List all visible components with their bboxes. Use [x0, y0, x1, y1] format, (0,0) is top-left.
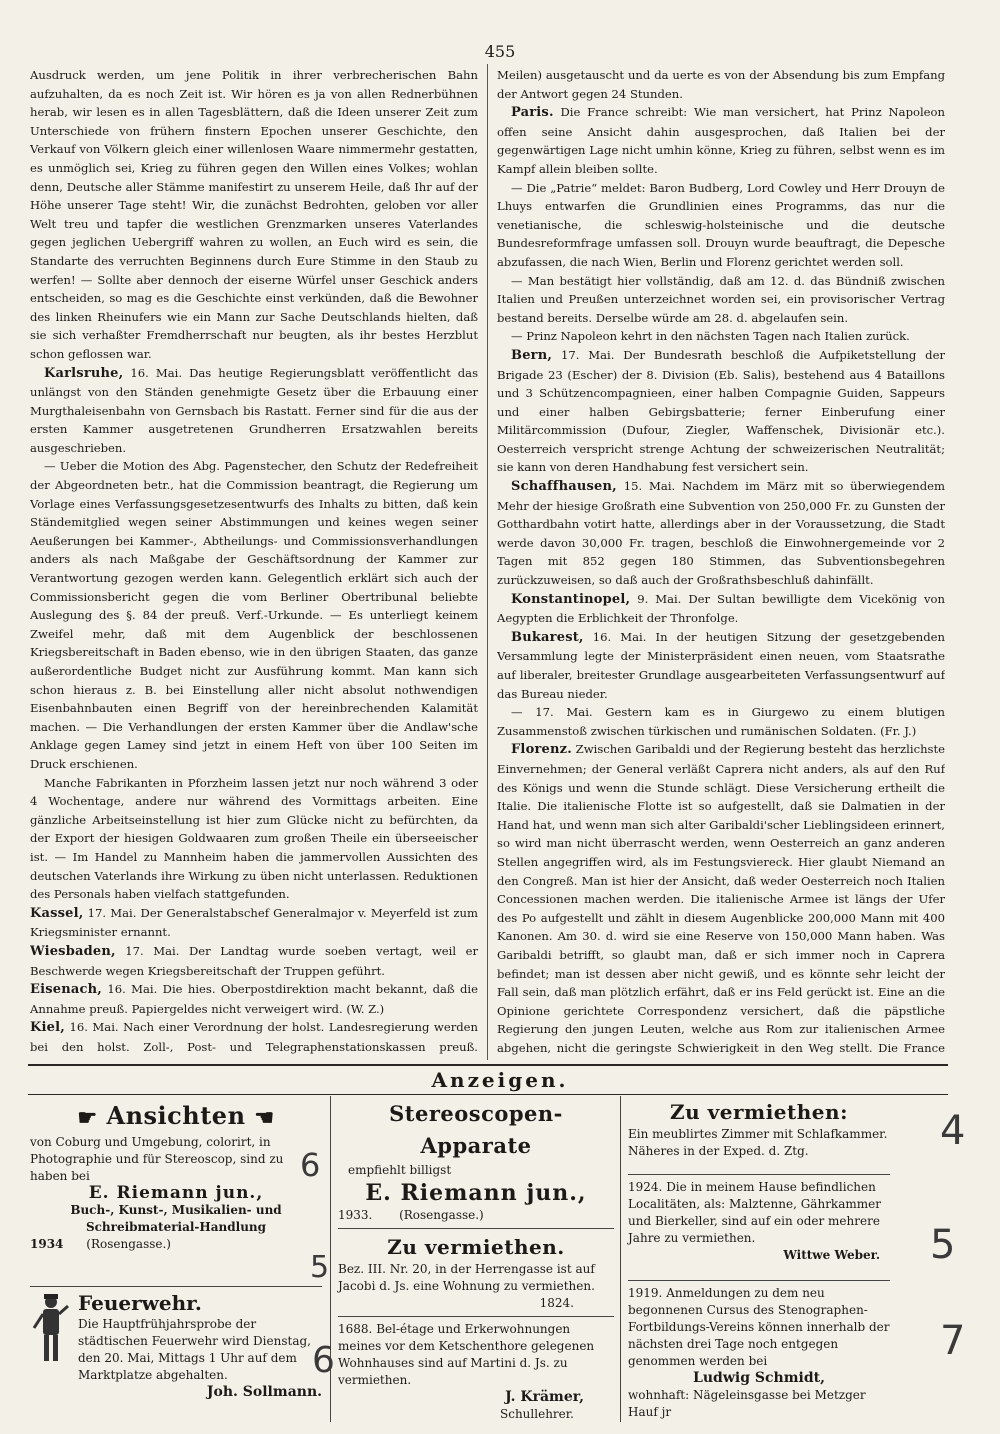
news-text: Der Landtag wurde soeben vertagt, weil er Beschwerde wegen Kriegsbereitschaft der Truppen geführt. — [30, 943, 478, 978]
news-item — [30, 942, 478, 980]
ad-text: Anmeldungen zu dem neu begonnenen Cursus des Stenographen-Fortbildungs-Vereins können innerhalb der nächsten drei Tage noch entgegen genommen werden bei — [628, 1286, 890, 1368]
news-text: — Man bestätigt hier vollständig, daß am 12. d. das Bündniß zwischen Italien und Preußen unterzeichnet worden sei, ein provisorischer Vertrag bestand bereits. Derselbe würde am 28. d. abgelaufen sein. — [497, 273, 945, 325]
news-item — [30, 364, 478, 458]
handwritten-mark: 5 — [930, 1222, 956, 1268]
dateline: Kassel, — [30, 905, 84, 921]
ad-number: 1933. — [338, 1208, 373, 1222]
section-rule — [28, 1094, 948, 1095]
section-rule — [28, 1064, 948, 1066]
news-item — [497, 740, 945, 1058]
ad-signature: J. Krämer, — [505, 1389, 584, 1405]
ad-text: Die Hauptfrühjahrsprobe der städtischen Feuerwehr wird Dienstag, den 20. Mai, Mittags 1 Uhr auf dem Marktplatze abgehalten. — [78, 1317, 311, 1382]
news-item — [497, 477, 945, 590]
date: 16. Mai. — [592, 629, 647, 644]
ad-number: 1924. — [628, 1180, 663, 1194]
handwritten-mark: 4 — [940, 1108, 966, 1154]
date: 17. Mai. — [125, 943, 180, 958]
handwritten-mark: 6 — [300, 1146, 321, 1184]
date: 17. Mai. — [87, 905, 137, 920]
news-item — [497, 327, 945, 346]
ad-number: 1688. — [338, 1322, 373, 1336]
news-item — [497, 272, 945, 328]
news-text: Der Bundesrath beschloß die Aufpiketstellung der Brigade 23 (Escher) der 8. Division (Eb. Salis), bestehend aus 4 Bataillons und 3 Schützencompagnieen, einer halben Compagnie Guiden, Sappeurs und einer halben Gebirgsbatterie; ferner Einberufung einer Militärcommission (Dufour, Ziegler, Waffenschek, Divisionär etc.). Oesterreich verspricht strenge Achtung der schweizerischen Neutralität; sie kann von deren Handhabung fest versichert sein. — [497, 347, 945, 475]
left-column — [30, 66, 478, 1058]
ad-location: (Rosengasse.) — [86, 1236, 171, 1251]
news-item — [30, 1018, 478, 1058]
fireman-icon — [30, 1292, 72, 1366]
ad-role: Schullehrer. — [500, 1407, 574, 1421]
ad-text: Bez. III. Nr. 20, in der Herrengasse ist auf Jacobi d. Js. eine Wohnung zu vermiethen. — [338, 1262, 595, 1293]
news-text: — Die „Patrie“ meldet: Baron Budberg, Lord Cowley und Herr Drouyn de Lhuys entwarfen die Grundlinien eines Programms, das nur die venetianische, die schleswig-holsteinische und die deutsche Bundesreformfrage umfassen soll. Drouyn wurde beauftragt, die Depesche abzufassen, die nach Wien, Berlin und Florenz gerichtet werden soll. — [497, 180, 945, 269]
page-number: 455 — [484, 42, 516, 61]
news-text: In der heutigen Sitzung der gesetzgebenden Versammlung legte der Ministerpräsident einen neuen, vom Staatsrathe auf liberaler, breitester Grundlage ausgearbeiteten Verfassungsentwurf auf das Bureau nieder. — [497, 629, 945, 701]
ad-number: 1824. — [539, 1296, 574, 1310]
news-text: Der Sultan bewilligte dem Vicekönig von Aegypten die Erblichkeit der Thronfolge. — [497, 591, 945, 626]
ad-subtitle: empfiehlt billigst — [348, 1163, 452, 1177]
ad-number: 1934 — [30, 1236, 64, 1251]
ad-title: Feuerwehr. — [78, 1291, 202, 1315]
date: 9. Mai. — [637, 591, 682, 606]
ad-belétage — [338, 1321, 614, 1389]
ad-stereoscopen — [338, 1098, 614, 1423]
ad-separator — [30, 1286, 322, 1287]
ad-firm: E. Riemann jun., — [365, 1180, 587, 1206]
ad-right-column — [628, 1098, 890, 1421]
news-item — [497, 703, 945, 740]
ad-title — [30, 1100, 322, 1134]
ad-localitaeten — [628, 1179, 890, 1247]
ad-text: Buch-, Kunst-, Musikalien- und Schreibmaterial-Handlung — [70, 1202, 282, 1234]
dateline: Wiesbaden, — [30, 943, 116, 959]
ad-footer — [338, 1207, 614, 1224]
news-text: Meilen) ausgetauscht und da uerte es von der Absendung bis zum Empfang der Antwort gegen 24 Stunden. — [497, 68, 945, 101]
dateline: Florenz. — [511, 742, 572, 758]
news-text: Nachdem im März mit so überwiegendem Mehr der hiesige Großrath eine Subvention von 250,000 Fr. zu Gunsten der Gotthardbahn votirt hatte, allerdings aber in der Voraussetzung, die Stadt werde davon 30,000 Fr. tragen, beschloß die Einwohnergemeinde vor 2 Tagen mit 852 gegen 180 Stimmen, das Subventionsbegehren zurückzuweisen, so daß auch der Großrathsbeschluß dahinfällt. — [497, 479, 945, 588]
ad-footer — [30, 1236, 322, 1253]
pointing-hand-icon: ☛ — [77, 1104, 98, 1131]
ad-number: 1919. — [628, 1286, 663, 1300]
ad-title-text: Ansichten — [106, 1101, 246, 1130]
news-text: — Prinz Napoleon kehrt in den nächsten Tagen nach Italien zurück. — [511, 329, 910, 344]
news-item — [497, 628, 945, 703]
ad-address: wohnhaft: Nägeleinsgasse bei Metzger Hauf jr — [628, 1388, 866, 1419]
ad-text: Bel-étage und Erkerwohnungen meines vor dem Ketschenthore gelegenen Wohnhauses sind auf Martini d. Js. zu vermiethen. — [338, 1322, 595, 1387]
date: 16. Mai. — [130, 365, 183, 380]
dateline: Karlsruhe, — [44, 365, 124, 381]
ad-signature: Ludwig Schmidt, — [693, 1370, 825, 1386]
ad-separator — [338, 1228, 614, 1229]
date: 15. Mai. — [623, 479, 676, 494]
dateline: Paris. — [511, 105, 554, 121]
pointing-hand-icon: ☚ — [254, 1104, 275, 1131]
date: 16. Mai. — [107, 982, 158, 997]
news-item — [497, 590, 945, 628]
ad-location: (Rosengasse.) — [399, 1208, 484, 1222]
news-text: — 17. Mai. Gestern kam es in Giurgewo zu einem blutigen Zusammenstoß zwischen türkischen und rumänischen Soldaten. (Fr. J.) — [497, 705, 945, 738]
ad-signature: Joh. Sollmann. — [206, 1384, 322, 1400]
dateline: Schaffhausen, — [511, 479, 617, 495]
dateline: Bern, — [511, 347, 553, 363]
ad-divider — [620, 1096, 621, 1422]
news-item — [30, 774, 478, 904]
news-text: Zwischen Garibaldi und der Regierung besteht das herzlichste Einvernehmen; der General verläßt Caprera nicht anders, als auf den Ruf des Königs und wenn die Stunde schlägt. Diese Versicherung ertheilt die Italie. Die italienische Flotte ist so aufgestellt, daß sie Dalmatien in der Hand hat, und wenn man sich alter Garibaldi'scher Lieblingsideen erinnert, so wird man nicht überrascht werden, wenn Oesterreich an ganz anderen Stellen angegriffen wird, als im Festungsviereck. Hier glaubt Niemand an den Congreß. Man ist hier der Ansicht, daß weder Oesterreich noch Italien Concessionen machen werden. Die italienische Armee ist längs der Ufer des Po aufgestellt und zählt in diesem Augenblicke 200,000 Mann mit 400 Kanonen. Am 30. d. wird sie eine Reserve von 150,000 Mann haben. Was Garibaldi betrifft, so glaubt man, daß er sich immer noch in Caprera befindet; man ist dessen aber nicht gewiß, und es könnte sehr leicht der Fall sein, daß man plötzlich erfährt, daß er ins Feld gerückt ist. Eine an die Opinione gerichtete Correspondenz versichert, daß die päpstliche Regierung den jungen Leuten, welche aus Rom zur italienischen Armee abgehen, nicht die geringste Schwierigkeit in den Weg stellt. Die France — [497, 742, 945, 1055]
news-item — [30, 457, 478, 773]
news-item — [497, 179, 945, 272]
handwritten-mark: 6 — [312, 1340, 335, 1381]
news-text: Die hies. Oberpostdirektion macht bekannt, daß die Annahme preuß. Papiergeldes nicht verweigert wird. (W. Z.) — [30, 982, 478, 1016]
news-text: Der Generalstabschef Generalmajor v. Meyerfeld ist zum Kriegsminister ernannt. — [30, 905, 478, 940]
news-text: — Ueber die Motion des Abg. Pagenstecher, den Schutz der Redefreiheit der Abgeordneten betr., hat die Commission beantragt, die Regierung um Vorlage eines Verfassungsgesetzesentwurfs des Inhalts zu bitten, daß kein Ständemitglied wegen seiner Abstimmungen und keines wegen seiner Aeußerungen bei Kammer-, Abtheilungs- und Commissionsverhandlungen anders als nach Maßgabe der Geschäftsordnung der Kammer zur Verantwortung gezogen werden kann. Gelegentlich erklärt sich auch der Commissionsbericht gegen die vom Berliner Obertribunal beliebte Auslegung des §. 84 der preuß. Verf.-Urkunde. — Es unterliegt keinem Zweifel mehr, daß mit dem Augenblick der beschlossenen Kriegsbereitschaft in Baden ebenso, wie in den übrigen Staaten, das ganze außerordentliche Budget nicht zur Ausführung kommt. Man kann sich schon hieraus z. B. bei Einstellung aller nicht absolut nothwendigen Eisenbahnbauten einen Begriff von der hereinbrechenden Kalamität machen. — Die Verhandlungen der ersten Kammer über die Andlaw'sche Anklage gegen Lamey sind jetzt in einem Heft von über 100 Seiten im Druck erschienen. — [30, 459, 478, 771]
news-text: Die France schreibt: Wie man versichert, hat Prinz Napoleon offen seine Ansicht dahin ausgesprochen, daß Italien bei der gegenwärtigen Lage nicht umhin könne, Krieg zu führen, selbst wenn es im Kampf allein bleiben sollte. — [497, 105, 945, 176]
column-divider — [487, 64, 488, 1060]
date: 17. Mai. — [560, 347, 615, 362]
news-text: Manche Fabrikanten in Pforzheim lassen jetzt nur noch während 3 oder 4 Wochentage, andere nur während des Vormittags arbeiten. Eine gänzliche Arbeitseinstellung ist hier zum Glücke nicht zu befürchten, da der Export der hiesigen Goldwaaren zum großen Theile ein überseeischer ist. — Im Handel zu Mannheim haben die jammervollen Aussichten des deutschen Vaterlands ihre Wirkung zu üben nicht unterlassen. Reduktionen des Personals haben vielfach stattgefunden. — [30, 775, 478, 902]
ad-separator — [628, 1280, 890, 1281]
news-item — [497, 346, 945, 477]
date: 16. Mai. — [69, 1020, 119, 1035]
ad-text: Die in meinem Hause befindlichen Localitäten, als: Malztenne, Gährkammer und Bierkeller, sind auf ein oder mehrere Jahre zu vermiethen. — [628, 1180, 881, 1245]
ad-separator — [338, 1316, 614, 1317]
dateline: Kiel, — [30, 1020, 65, 1036]
right-column — [497, 66, 945, 1058]
ad-text: von Coburg und Umgebung, colorirt, in Photographie und für Stereoscop, sind zu haben bei — [30, 1134, 284, 1183]
ad-signature: Wittwe Weber. — [783, 1248, 880, 1262]
dateline: Eisenach, — [30, 982, 103, 998]
news-item — [30, 904, 478, 942]
ad-title: Stereoscopen-Apparate — [389, 1101, 563, 1158]
ad-text: Ein meublirtes Zimmer mit Schlafkammer. Näheres in der Exped. d. Ztg. — [628, 1127, 888, 1158]
news-item — [497, 103, 945, 178]
ad-title: Zu vermiethen: — [670, 1100, 848, 1124]
news-item — [497, 66, 945, 103]
news-text: Das heutige Regierungsblatt veröffentlicht das unlängst von den Ständen genehmigte Gesetz über die Erbauung einer Murgthaleisenbahn von Gernsbach bis Rastatt. Ferner sind für die aus der ersten Kammer ausgetretenen Grundherren Ersatzwahlen bereits ausgeschrieben. — [30, 365, 478, 455]
ad-stenographen — [628, 1285, 890, 1370]
news-text: Nach einer Verordnung der holst. Landesregierung werden bei den holst. Zoll-, Post- und Telegraphenstationskassen preuß. — [30, 1020, 478, 1054]
ad-title: Zu vermiethen. — [387, 1235, 565, 1259]
dateline: Bukarest, — [511, 629, 584, 645]
article-paragraph: Ausdruck werden, um jene Politik in ihrer verbrecherischen Bahn aufzuhalten, da es noch Zeit ist. Wir hören es ja von allen Rednerbühnen herab, wir lesen es in allen Tagesblättern, daß die Ideen unserer Zeit zum Unterschiede von frühern finstern Epochen unserer Geschichte, den Verkauf von Völkern gleich einer willenlosen Waare nimmermehr gestatten, es unmöglich sei, Krieg zu führen gegen den Willen eines Volkes; wohlan denn, Deutsche aller Stämme manifestirt zu unserem Heile, daß Ihr auf der Höhe unserer Tage steht! Wir, die zunächst Bedrohten, geloben vor aller Welt treu und tapfer die westlichen Grenzmarken unseres Vaterlandes gegen jeglichen Uebergriff wahren zu wollen, an Euch wird es sein, die Standarte des verruchten Beginnens durch Eure Stimme in den Staub zu werfen! — Sollte aber dennoch der eiserne Würfel unser Geschick anders entscheiden, so mag es die Geschichte einst verkünden, daß die Bewohner des linken Rheinufers wie ein Mann zur Sache Deutschlands hielten, daß sie sich verhaßter Fremdherrschaft nur beugten, als ihr bestes Herzblut schon geflossen war. — [30, 68, 478, 361]
news-item — [30, 980, 478, 1018]
ad-feuerwehr — [78, 1290, 322, 1401]
dateline: Konstantinopel, — [511, 591, 631, 607]
handwritten-mark: 7 — [940, 1318, 966, 1364]
handwritten-mark: 5 — [310, 1250, 330, 1285]
anzeigen-heading: Anzeigen. — [431, 1068, 569, 1092]
ad-separator — [628, 1174, 890, 1175]
ad-firm: E. Riemann jun., — [88, 1182, 264, 1203]
ad-ansichten — [30, 1100, 322, 1253]
